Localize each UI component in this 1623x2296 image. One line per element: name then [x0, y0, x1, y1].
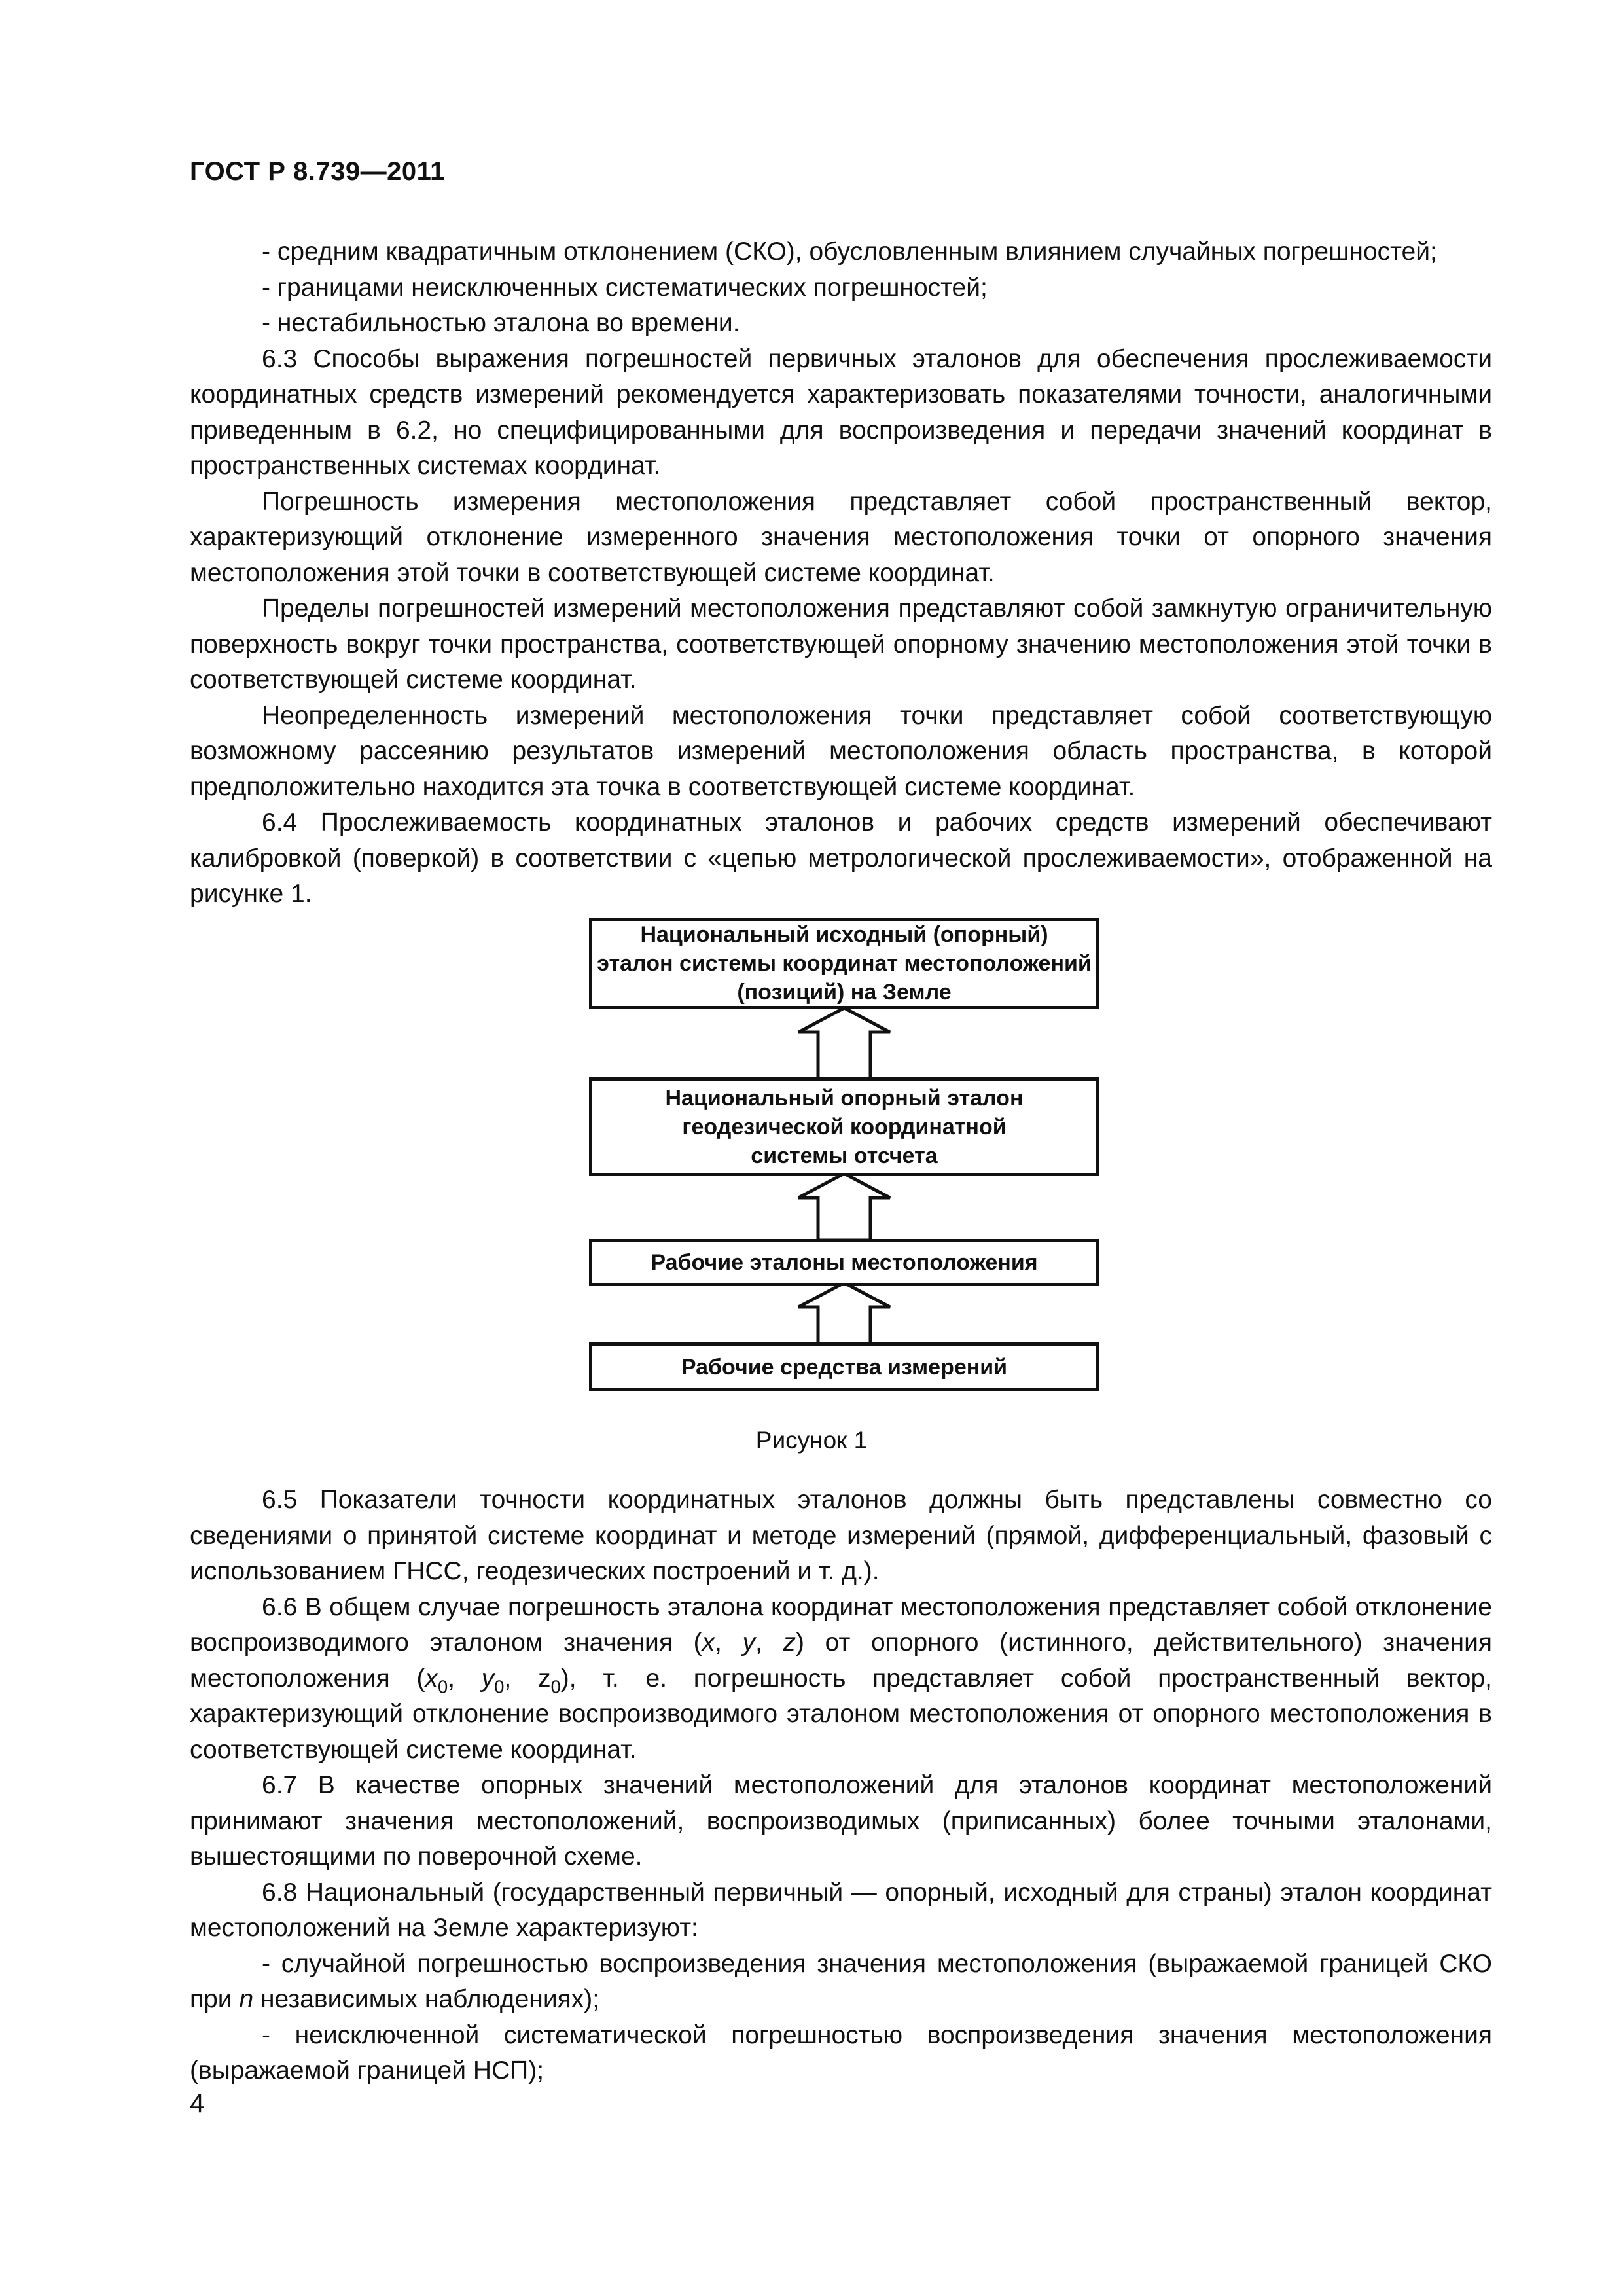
upper-text-block	[190, 234, 1492, 912]
box-line: Рабочие средства измерений	[681, 1354, 1008, 1380]
box-line: (позиций) на Земле	[737, 980, 952, 1005]
page-number: 4	[190, 2089, 205, 2118]
document-header: ГОСТ Р 8.739—2011	[190, 157, 445, 186]
paragraph: - границами неисключенных систематических погрешностей;	[262, 273, 988, 302]
paragraph: Пределы погрешностей измерений местоположения представляют собой замкнутую ограничительную поверхность вокруг точки пространства, соответствующей опорному значению местоположения этой точки в соответствующей системе координат.	[190, 594, 1492, 694]
paragraph: - неисключенной систематической погрешностью воспроизведения значения местоположения (выражаемой границей НСП);	[190, 2020, 1492, 2085]
paragraph: 6.3 Способы выражения погрешностей первичных эталонов для обеспечения прослеживаемости координатных средств измерений рекомендуется характеризовать показателями точности, аналогичными приведенным в 6.2, но специфицированными для воспроизведения и передачи значений координат в пространственных системах координат.	[190, 344, 1492, 480]
box-line: Национальный исходный (опорный)	[640, 922, 1048, 947]
box-working-standards	[589, 1239, 1099, 1286]
box-line: Национальный опорный эталон	[665, 1085, 1024, 1111]
box-national-geodetic-standard	[589, 1077, 1099, 1176]
lower-text-block	[190, 1482, 1492, 2089]
paragraph: Неопределенность измерений местоположения точки представляет собой соответствующую возможному рассеянию результатов измерений местоположения область пространства, в которой предположительно находится эта точка в соответствующей системе координат.	[190, 701, 1492, 801]
arrow-up-icon	[798, 1283, 890, 1344]
box-line: эталон системы координат местоположений	[597, 951, 1092, 976]
paragraph: 6.7 В качестве опорных значений местоположений для эталонов координат местоположений принимают значения местоположений, воспроизводимых (приписанных) более точными эталонами, вышестоящими по поверочной схеме.	[190, 1771, 1492, 1871]
paragraph: 6.6 В общем случае погрешность эталона координат местоположения представляет собой отклонение воспроизводимого эталоном значения (x, y, z) от опорного (истинного, действительного) значения местоположения ($x_0$, $y_0$, $z_0$), т. е. погрешность представляет собой пространственный вектор, характеризующий отклонение воспроизводимого эталоном местоположения от опорного местоположения в соответствующей системе координат.	[190, 1592, 1493, 1764]
arrow-up-icon	[798, 1174, 890, 1240]
paragraph: 6.5 Показатели точности координатных эталонов должны быть представлены совместно со сведениями о принятой системе координат и методе измерений (прямой, дифференциальный, фазовый с использованием ГНСС, геодезических построений и т. д.).	[190, 1486, 1492, 1585]
box-working-instruments	[589, 1342, 1099, 1391]
figure-caption: Рисунок 1	[755, 1427, 868, 1454]
arrow-up-icon	[798, 1008, 890, 1079]
paragraph: - нестабильностью эталона во времени.	[262, 309, 740, 337]
box-national-reference-standard	[589, 918, 1099, 1009]
box-line: системы отсчета	[751, 1143, 938, 1168]
paragraph: - случайной погрешностью воспроизведения значения местоположения (выражаемой границей СКО при n независимых наблюдениях);	[190, 1949, 1492, 2013]
box-line: геодезической координатной	[682, 1114, 1007, 1139]
box-line: Рабочие эталоны местоположения	[651, 1250, 1038, 1275]
paragraph: - средним квадратичным отклонением (СКО), обусловленным влиянием случайных погрешностей;	[262, 238, 1437, 266]
paragraph: 6.8 Национальный (государственный первичный — опорный, исходный для страны) эталон координат местоположений на Земле характеризуют:	[190, 1878, 1492, 1942]
paragraph: 6.4 Прослеживаемость координатных эталонов и рабочих средств измерений обеспечивают калибровкой (поверкой) в соответствии с «цепью метрологической прослеживаемости», отображенной на рисунке 1.	[190, 808, 1492, 908]
paragraph: Погрешность измерения местоположения представляет собой пространственный вектор, характеризующий отклонение измеренного значения местоположения точки от опорного значения местоположения этой точки в соответствующей системе координат.	[190, 487, 1492, 587]
